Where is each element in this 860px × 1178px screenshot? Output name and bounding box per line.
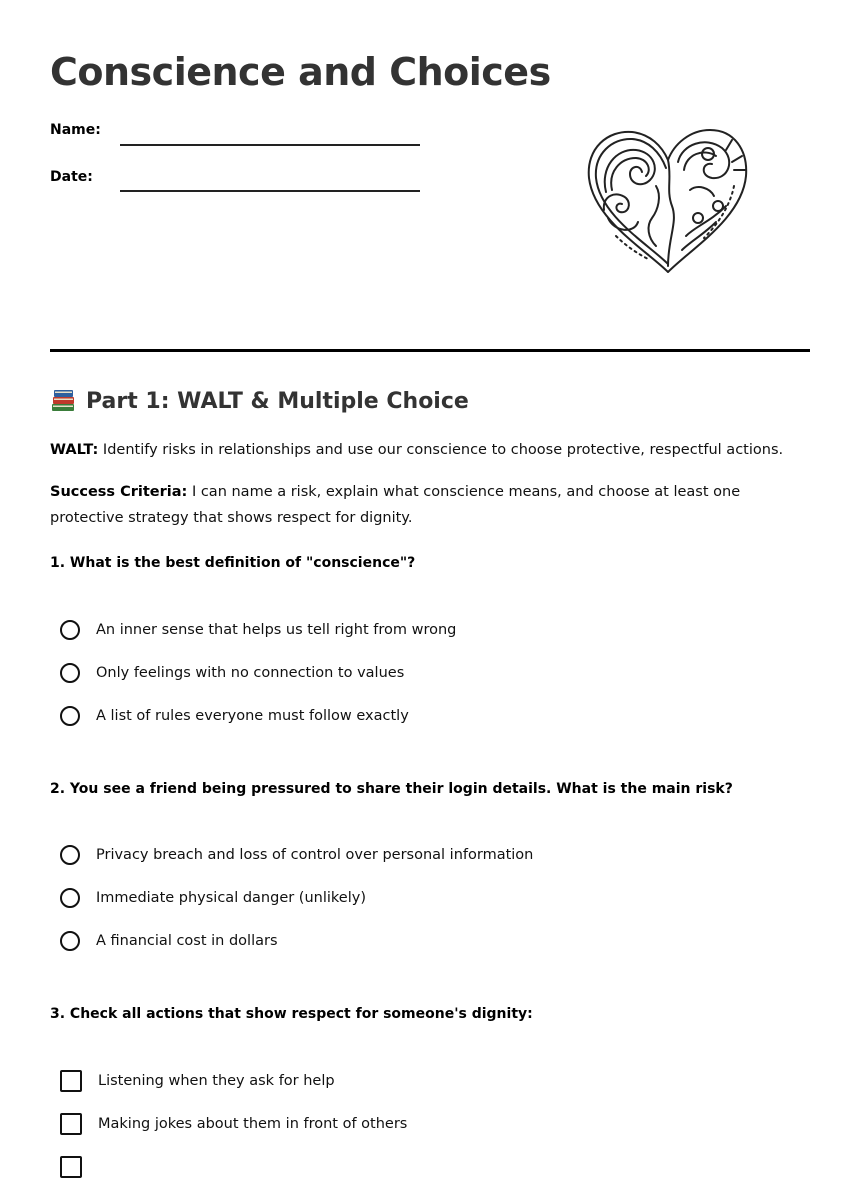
books-icon [50,388,76,414]
option-label: Making jokes about them in front of others [98,1116,408,1132]
radio-button[interactable] [60,706,80,726]
section-divider [50,349,810,352]
walt-statement [50,437,810,463]
success-text: I can name a risk, explain what conscience means, and choose at least one protective strategy that shows respect for dignity. [50,484,741,526]
date-label: Date: [50,169,93,185]
option-label: Listening when they ask for help [98,1073,335,1089]
name-label: Name: [50,122,101,138]
q1-option-3[interactable] [60,706,409,726]
radio-button[interactable] [60,888,80,908]
date-field[interactable] [120,190,420,192]
checkbox[interactable] [60,1113,82,1135]
q2-option-2[interactable] [60,888,366,908]
radio-button[interactable] [60,931,80,951]
walt-text: Identify risks in relationships and use our conscience to choose protective, respectful actions. [98,442,784,458]
question-3: 3. Check all actions that show respect for someone's dignity: [50,1006,533,1022]
koru-heart-illustration [586,126,750,276]
option-label: Privacy breach and loss of control over personal information [96,847,534,863]
walt-label: WALT: [50,442,99,458]
option-label: Only feelings with no connection to values [96,665,405,681]
question-2: 2. You see a friend being pressured to share their login details. What is the main risk? [50,781,733,797]
checkbox[interactable] [60,1156,82,1178]
q2-option-1[interactable] [60,845,533,865]
q1-option-2[interactable] [60,663,404,683]
q3-option-1[interactable] [60,1070,335,1092]
name-field[interactable] [120,144,420,146]
q3-option-2[interactable] [60,1113,407,1135]
q2-option-3[interactable] [60,931,278,951]
option-label: A list of rules everyone must follow exactly [96,708,409,724]
checkbox[interactable] [60,1070,82,1092]
option-label: A financial cost in dollars [96,933,278,949]
option-label: Immediate physical danger (unlikely) [96,890,366,906]
question-1: 1. What is the best definition of "conscience"? [50,555,416,571]
page-title: Conscience and Choices [50,50,551,94]
option-label: An inner sense that helps us tell right from wrong [96,622,457,638]
radio-button[interactable] [60,845,80,865]
part1-heading [50,388,469,414]
radio-button[interactable] [60,620,80,640]
part1-heading-text: Part 1: WALT & Multiple Choice [86,388,469,414]
success-criteria [50,479,810,531]
q3-option-3-partial[interactable] [60,1156,98,1178]
success-label: Success Criteria: [50,484,188,500]
radio-button[interactable] [60,663,80,683]
q1-option-1[interactable] [60,620,456,640]
